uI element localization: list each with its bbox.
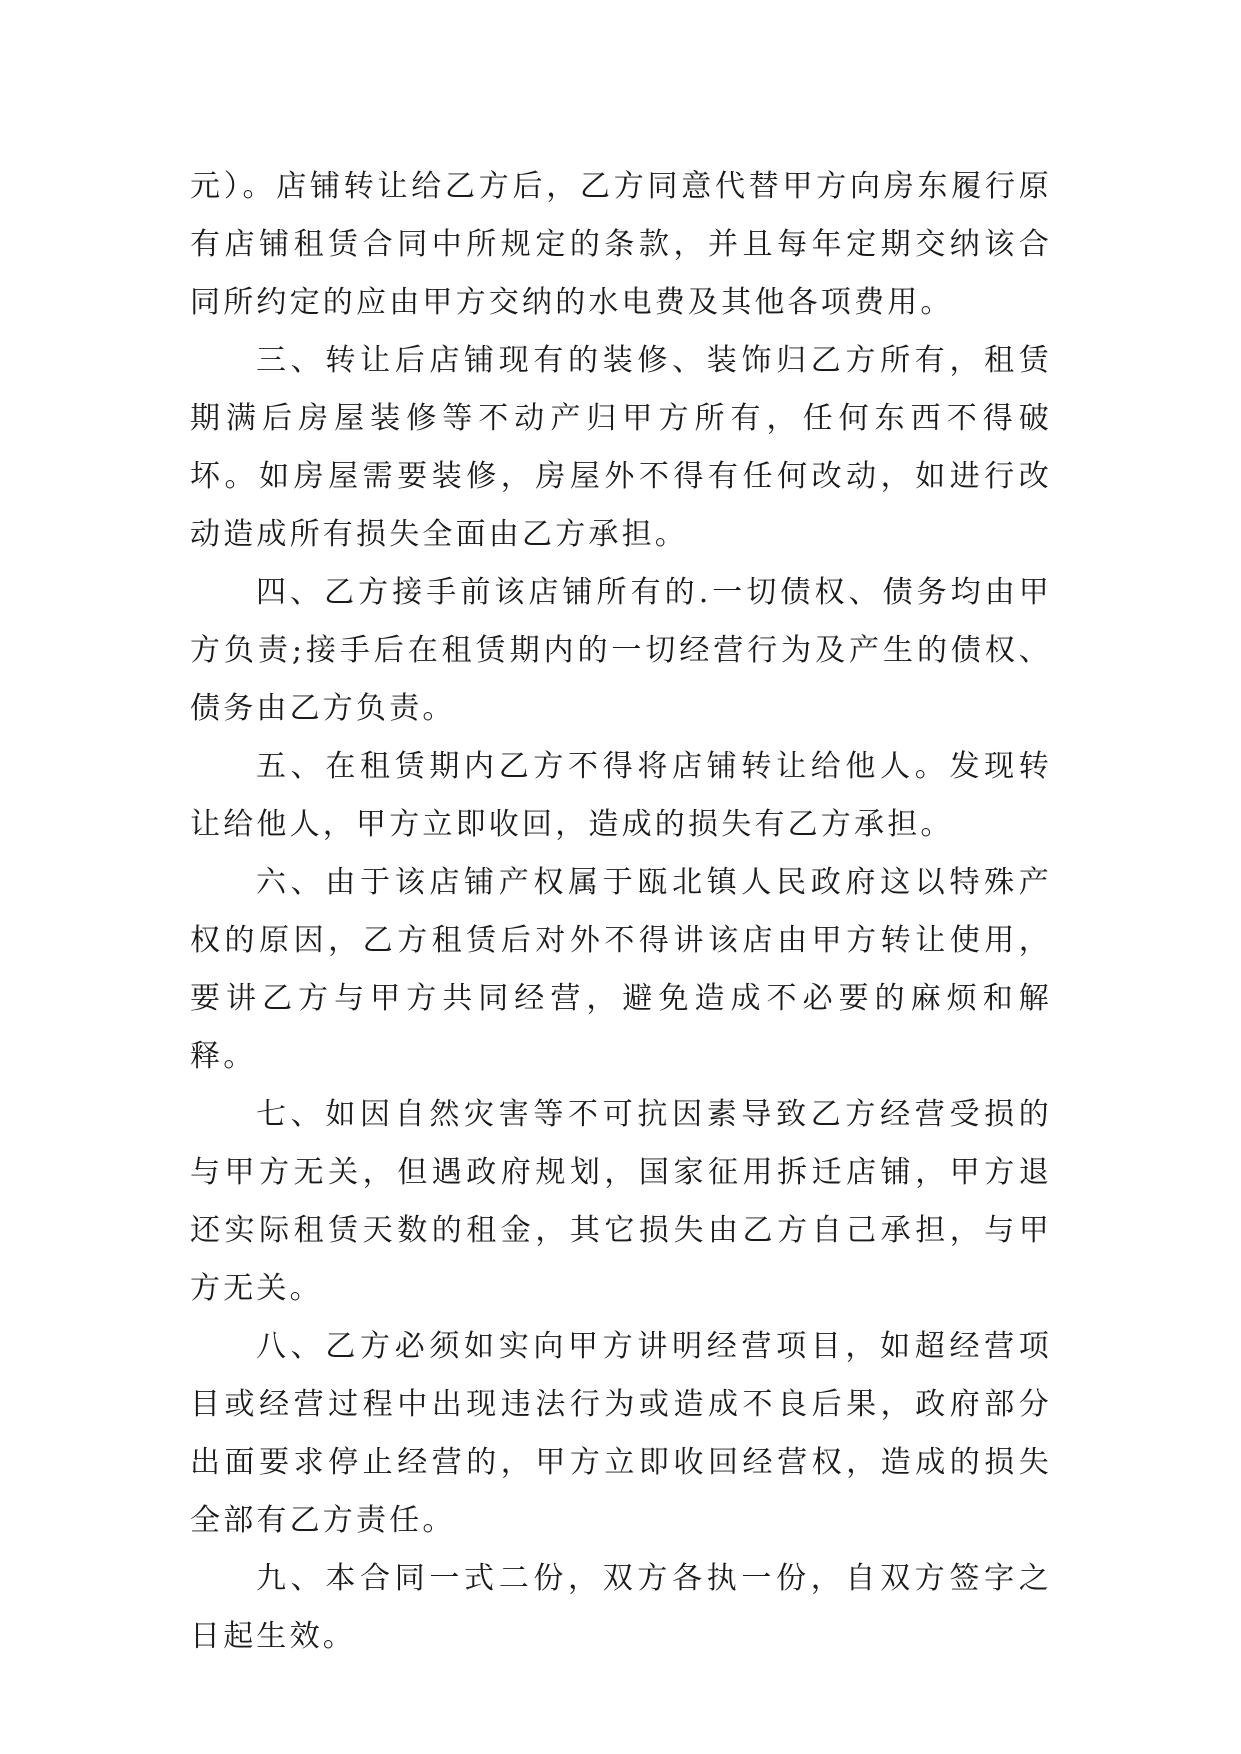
paragraph-clause-7: 七、如因自然灾害等不可抗因素导致乙方经营受损的与甲方无关，但遇政府规划，国家征用拆迁店铺，甲方退还实际租赁天数的租金，其它损失由乙方自己承担，与甲方无关。 bbox=[190, 1097, 1052, 1306]
paragraph-clause-2-continued: 元）。店铺转让给乙方后，乙方同意代替甲方向房东履行原有店铺租赁合同中所规定的条款，并且每年定期交纳该合同所约定的应由甲方交纳的水电费及其他各项费用。 bbox=[190, 169, 1052, 320]
paragraph-clause-9: 九、本合同一式二份，双方各执一份，自双方签字之日起生效。 bbox=[190, 1561, 1052, 1654]
paragraph-clause-4: 四、乙方接手前该店铺所有的.一切债权、债务均由甲方负责;接手后在租赁期内的一切经营行为及产生的债权、债务由乙方负责。 bbox=[190, 575, 1052, 726]
paragraph-clause-8: 八、乙方必须如实向甲方讲明经营项目，如超经营项目或经营过程中出现违法行为或造成不良后果，政府部分出面要求停止经营的，甲方立即收回经营权，造成的损失全部有乙方责任。 bbox=[190, 1329, 1052, 1538]
paragraph-clause-3: 三、转让后店铺现有的装修、装饰归乙方所有，租赁期满后房屋装修等不动产归甲方所有，任何东西不得破坏。如房屋需要装修，房屋外不得有任何改动，如进行改动造成所有损失全面由乙方承担。 bbox=[190, 343, 1052, 552]
document-body bbox=[190, 158, 1052, 1666]
paragraph-clause-6: 六、由于该店铺产权属于瓯北镇人民政府这以特殊产权的原因，乙方租赁后对外不得讲该店由甲方转让使用，要讲乙方与甲方共同经营，避免造成不必要的麻烦和解释。 bbox=[190, 865, 1052, 1074]
paragraph-clause-5: 五、在租赁期内乙方不得将店铺转让给他人。发现转让给他人，甲方立即收回，造成的损失有乙方承担。 bbox=[190, 749, 1052, 842]
